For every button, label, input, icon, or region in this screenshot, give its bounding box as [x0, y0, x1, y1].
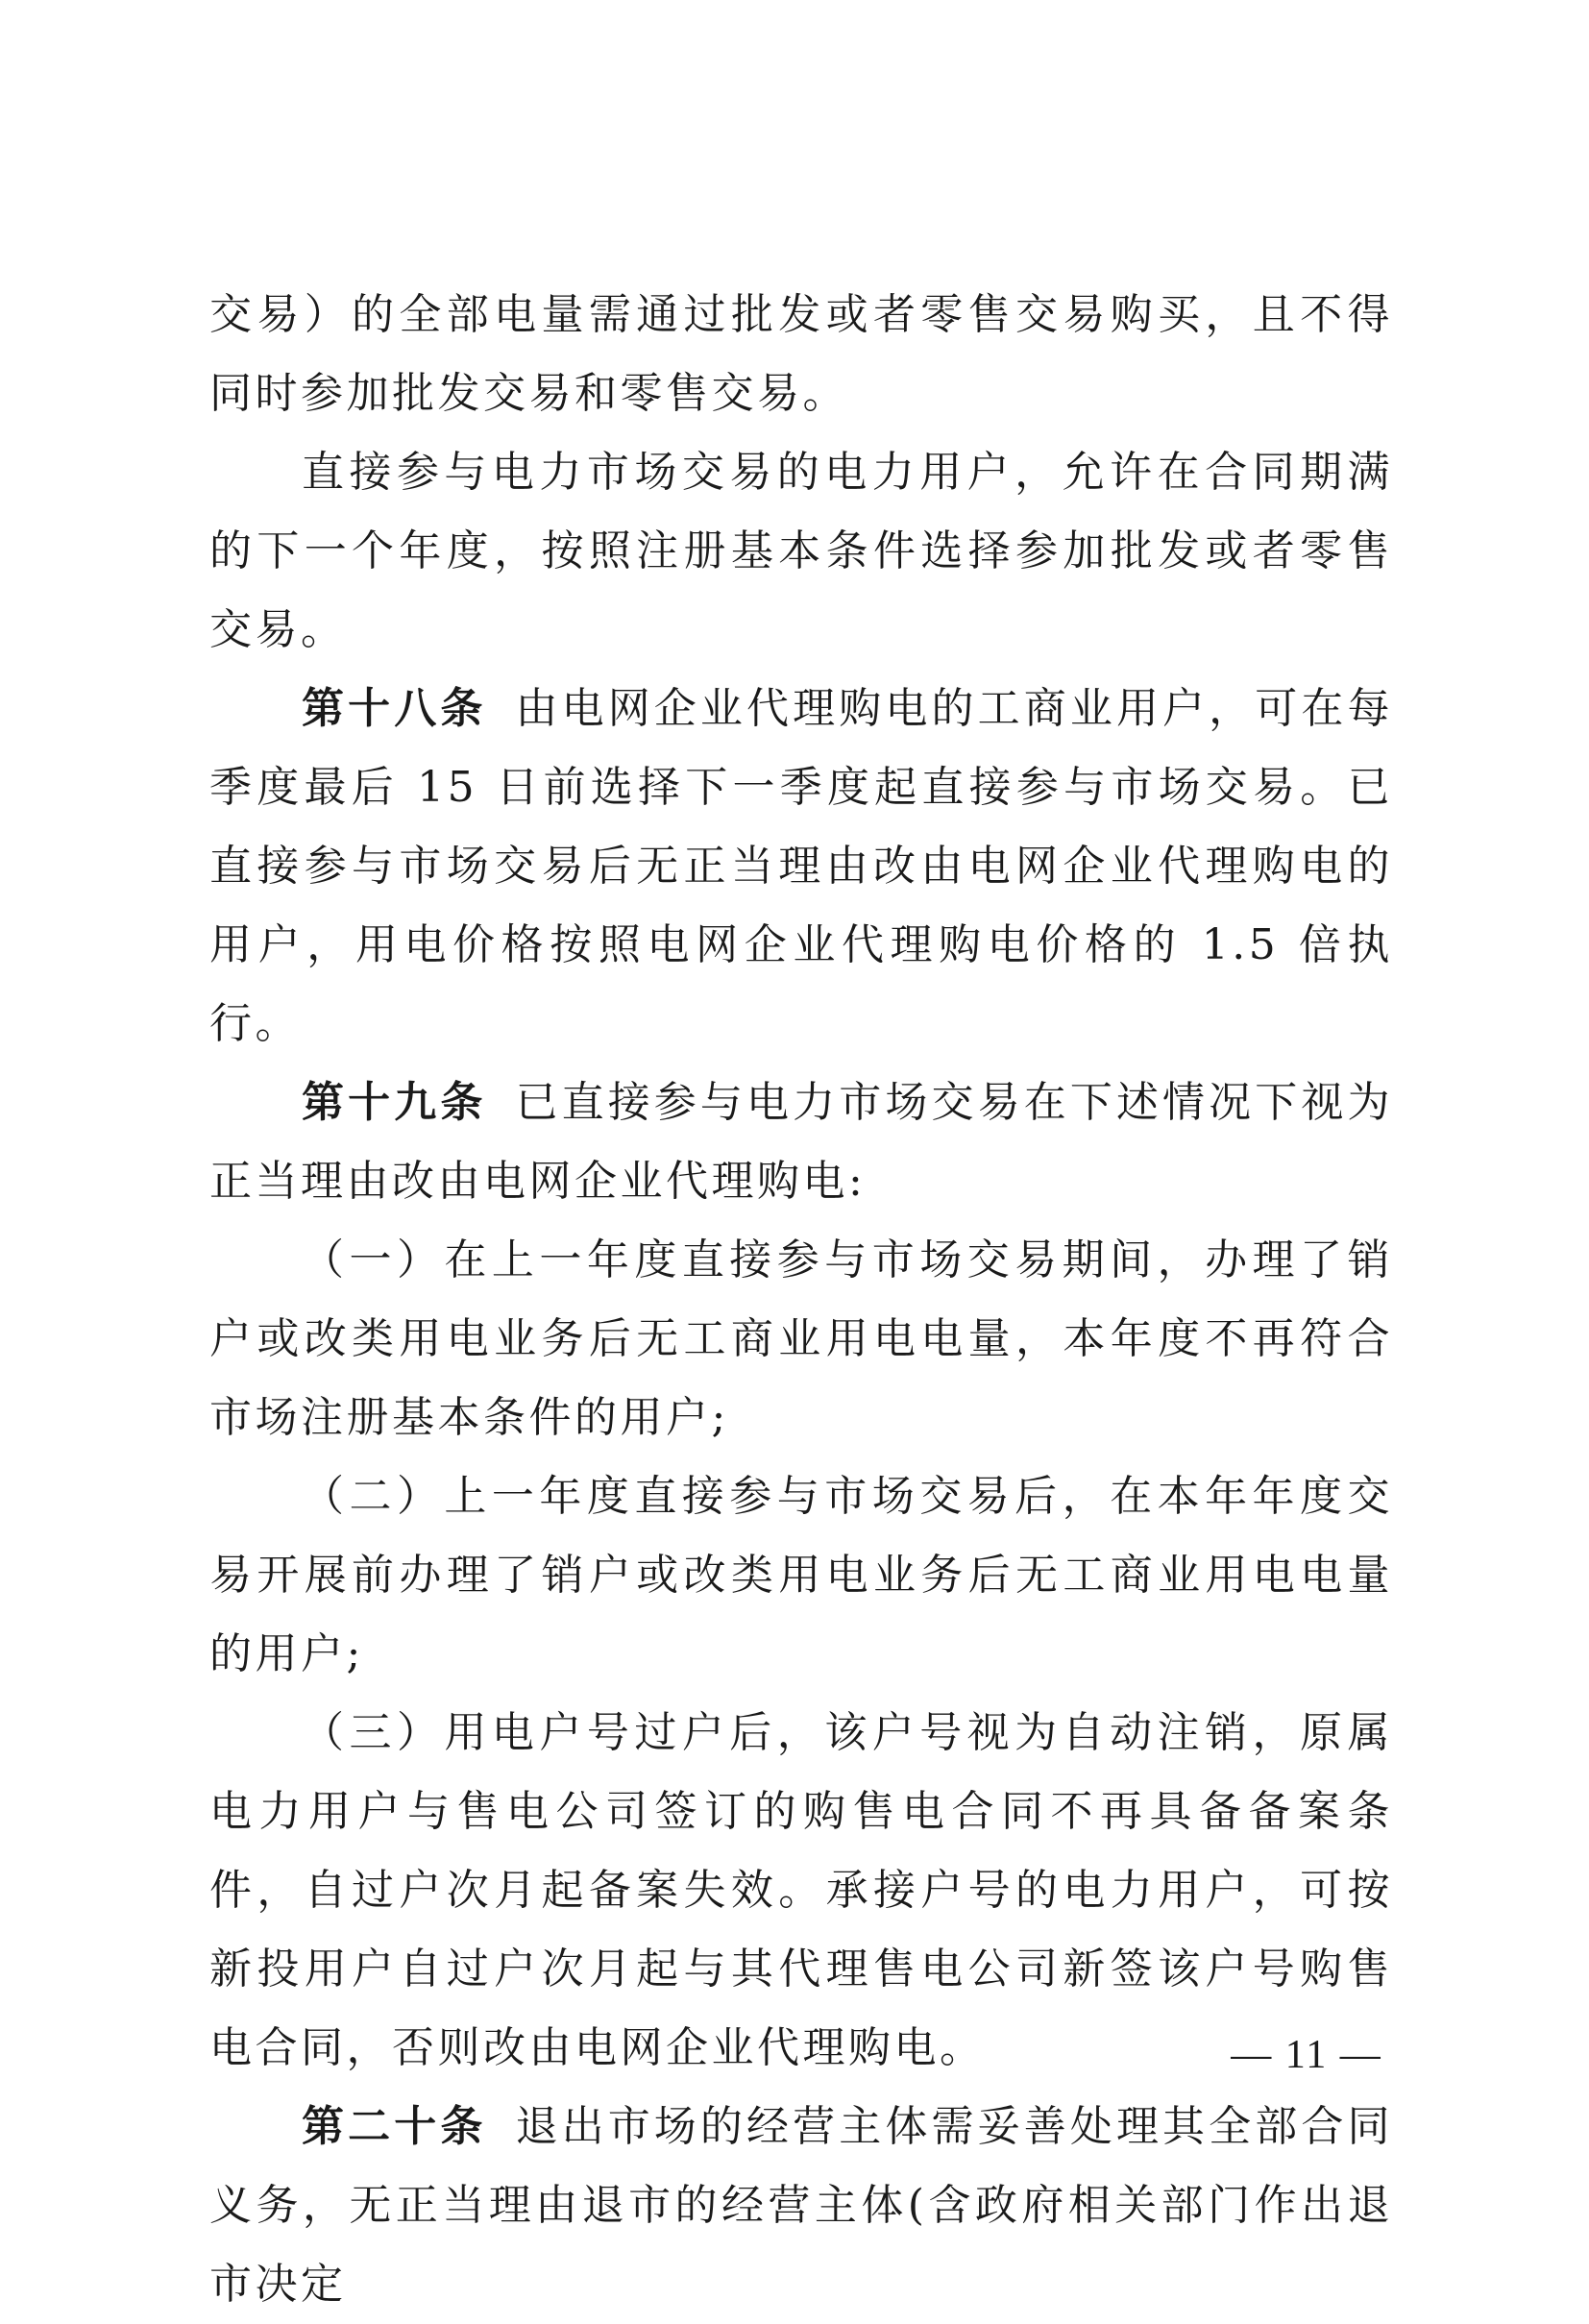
article-18	[209, 670, 1393, 1064]
paragraph-text: 直接参与电力市场交易的电力用户，允许在合同期满的下一个年度，按照注册基本条件选择参加批发或者零售交易。	[209, 448, 1393, 654]
paragraph-text: （二）上一年度直接参与市场交易后，在本年年度交易开展前办理了销户或改类用电业务后无工商业用电电量的用户;	[209, 1472, 1393, 1678]
article-heading: 第二十条	[302, 2102, 487, 2151]
paragraph-continuation	[209, 276, 1393, 433]
list-item-2	[209, 1457, 1393, 1694]
paragraph-text: 交易）的全部电量需通过批发或者零售交易购买，且不得同时参加批发交易和零售交易。	[209, 290, 1393, 418]
list-item-3	[209, 1694, 1393, 2088]
paragraph-text: 退出市场的经营主体需妥善处理其全部合同义务，无正当理由退市的经营主体(含政府相关部门作出退市决定	[209, 2102, 1394, 2309]
paragraph-text: 由电网企业代理购电的工商业用户，可在每季度最后 15 日前选择下一季度起直接参与市场交易。已直接参与市场交易后无正当理由改由电网企业代理购电的用户，用电价格按照电网企业代理购电价格的 1.5 倍执行。	[209, 684, 1394, 1048]
article-heading: 第十九条	[302, 1078, 487, 1127]
paragraph	[209, 433, 1393, 670]
paragraph-text: （三）用电户号过户后，该户号视为自动注销，原属电力用户与售电公司签订的购售电合同不再具备备案条件，自过户次月起备案失效。承接户号的电力用户，可按新投用户自过户次月起与其代理售电公司新签该户号购售电合同，否则改由电网企业代理购电。	[209, 1708, 1393, 2072]
article-19	[209, 1064, 1393, 1221]
paragraph-text: （一）在上一年度直接参与市场交易期间，办理了销户或改类用电业务后无工商业用电电量，本年度不再符合市场注册基本条件的用户;	[209, 1235, 1393, 1442]
paragraph-text: 已直接参与电力市场交易在下述情况下视为正当理由改由电网企业代理购电:	[209, 1078, 1394, 1206]
page-number: — 11 —	[1231, 2033, 1382, 2077]
list-item-1	[209, 1221, 1393, 1457]
body-text	[209, 276, 1393, 2324]
article-heading: 第十八条	[302, 684, 487, 733]
article-20	[209, 2088, 1393, 2324]
